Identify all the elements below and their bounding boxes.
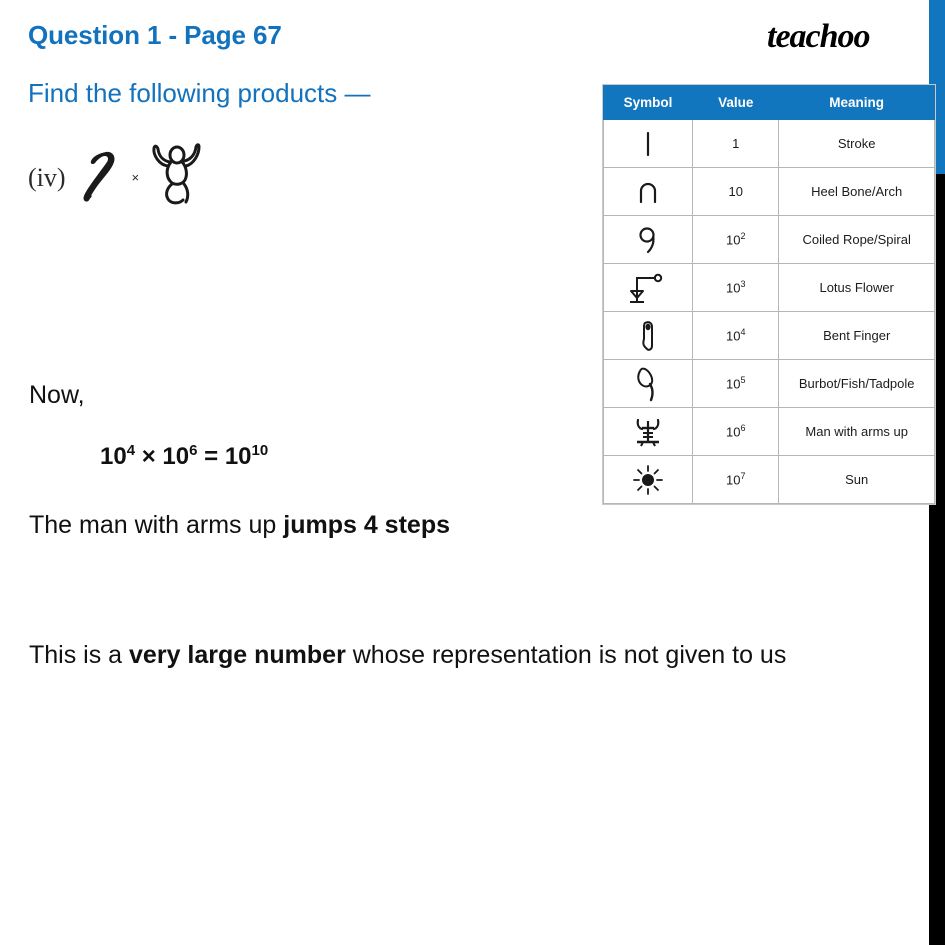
- now-label: Now,: [29, 381, 85, 409]
- equation-line: [100, 442, 268, 471]
- meaning-cell: Lotus Flower: [779, 264, 935, 312]
- man-steps-line-bold: jumps 4 steps: [283, 511, 450, 539]
- value-cell: 1: [693, 120, 779, 168]
- expression-item-label: (iv): [28, 162, 66, 192]
- large-number-line: [29, 641, 786, 670]
- equation-base-2: 10: [162, 443, 190, 470]
- bent-finger-hieroglyph-icon: [604, 312, 693, 360]
- meaning-cell: Burbot/Fish/Tadpole: [779, 360, 935, 408]
- column-header-symbol: Symbol: [604, 86, 693, 120]
- heel-bone-hieroglyph-icon: [604, 168, 693, 216]
- table-row: [604, 120, 935, 168]
- equation-base-3: 10: [224, 443, 252, 470]
- man-steps-line: [29, 511, 450, 540]
- coiled-rope-hieroglyph-icon: [604, 216, 693, 264]
- value-cell: 10: [693, 168, 779, 216]
- man-steps-line-plain: The man with arms up: [29, 511, 284, 539]
- value-cell: $10^5$: [693, 360, 779, 408]
- equation-equals: =: [204, 443, 219, 470]
- teachoo-wordmark-icon: [765, 16, 910, 58]
- burbot-fish-hieroglyph-icon: [604, 360, 693, 408]
- value-cell: $10^3$: [693, 264, 779, 312]
- meaning-cell: Coiled Rope/Spiral: [779, 216, 935, 264]
- meaning-cell: Man with arms up: [779, 408, 935, 456]
- large-number-line-post: whose representation is not given to us: [345, 641, 787, 669]
- table-row: [604, 216, 935, 264]
- table-row: [604, 168, 935, 216]
- stroke-hieroglyph-icon: [604, 120, 693, 168]
- meaning-cell: Stroke: [779, 120, 935, 168]
- meaning-cell: Sun: [779, 456, 935, 504]
- teachoo-logo: [765, 16, 910, 63]
- question-prompt: Find the following products —: [28, 78, 371, 108]
- multiplication-sign: ×: [131, 170, 140, 185]
- svg-text:teachoo: teachoo: [767, 18, 870, 55]
- equation-base-1: 10: [100, 443, 127, 470]
- table-row: [604, 456, 935, 504]
- large-number-line-bold: very large number: [129, 641, 346, 669]
- table-row: [604, 360, 935, 408]
- equation-times: ×: [141, 443, 156, 470]
- table-row: [604, 408, 935, 456]
- bent-finger-hieroglyph-icon: [76, 144, 120, 211]
- meaning-cell: Heel Bone/Arch: [779, 168, 935, 216]
- value-cell: $10^2$: [693, 216, 779, 264]
- meaning-cell: Bent Finger: [779, 312, 935, 360]
- lotus-flower-hieroglyph-icon: [604, 264, 693, 312]
- man-with-arms-up-hieroglyph-icon: [151, 142, 203, 213]
- equation-exponent-3: 10: [251, 442, 269, 459]
- hieroglyph-reference-table: [603, 85, 935, 504]
- page-title: Question 1 - Page 67: [28, 20, 282, 50]
- table-header-row: [604, 86, 935, 120]
- sun-hieroglyph-icon: [604, 456, 693, 504]
- man-with-arms-up-hieroglyph-icon: [604, 408, 693, 456]
- equation-exponent-1: 4: [126, 442, 136, 459]
- value-cell: $10^4$: [693, 312, 779, 360]
- value-cell: $10^7$: [693, 456, 779, 504]
- column-header-value: Value: [693, 86, 779, 120]
- table-row: [604, 264, 935, 312]
- large-number-line-pre: This is a: [29, 641, 130, 669]
- equation-exponent-2: 6: [189, 442, 198, 459]
- table-row: [604, 312, 935, 360]
- value-cell: $10^6$: [693, 408, 779, 456]
- question-expression-row: [28, 142, 203, 213]
- column-header-meaning: Meaning: [779, 86, 935, 120]
